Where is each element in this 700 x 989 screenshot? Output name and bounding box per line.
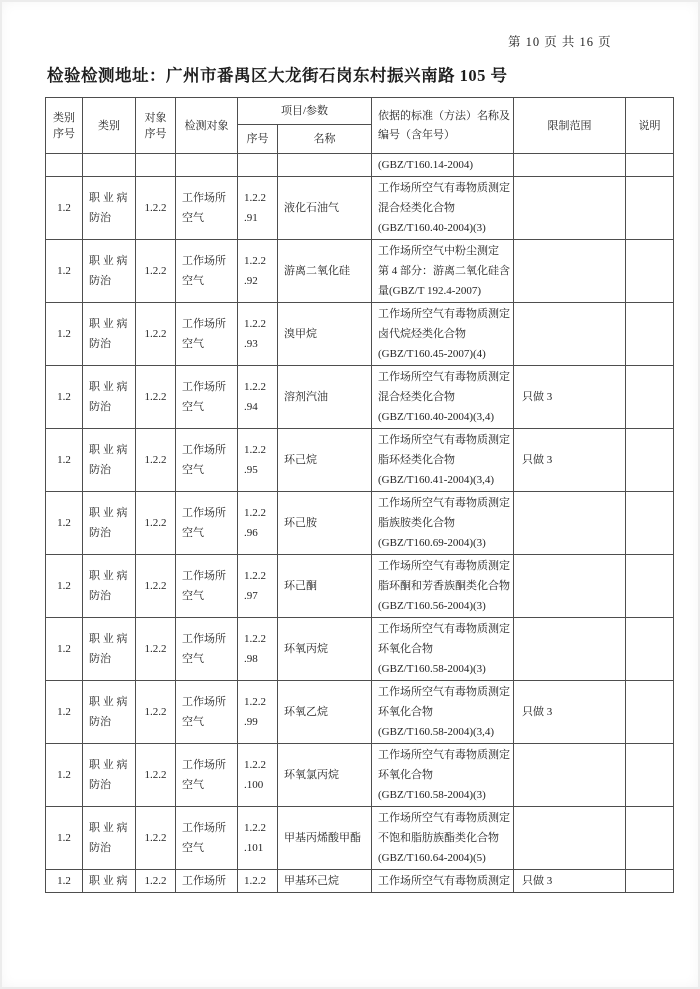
cell-standard: 工作场所空气有毒物质测定 不饱和脂肪族酯类化合物 (GBZ/T160.64-2004)(5) [372, 807, 514, 870]
cell-item-name: 环己烷 [278, 429, 372, 492]
cell-detection-object: 工作场所 空气 [176, 492, 238, 555]
cell-limit-scope [514, 177, 626, 240]
cell-limit-scope: 只做 3 [514, 366, 626, 429]
cell-item-name: 环己胺 [278, 492, 372, 555]
cell-category-no: 1.2 [46, 681, 83, 744]
table-row [46, 681, 674, 744]
col-header-category-no [46, 98, 83, 154]
cell-detection-object: 工作场所 空气 [176, 303, 238, 366]
cell-category-no [46, 154, 83, 177]
cell-detection-object: 工作场所 空气 [176, 240, 238, 303]
col-header-standard [372, 98, 514, 154]
table-row [46, 366, 674, 429]
cell-note [626, 177, 674, 240]
col-header-category-no-line1: 类别 [53, 111, 75, 124]
col-header-category: 类别 [83, 98, 136, 154]
cell-item-no: 1.2.2 .93 [238, 303, 278, 366]
cell-object-no: 1.2.2 [136, 555, 176, 618]
cell-category [83, 154, 136, 177]
table-row [46, 807, 674, 870]
cell-category: 职 业 病 防治 [83, 240, 136, 303]
cell-limit-scope: 只做 3 [514, 429, 626, 492]
cell-standard: 工作场所空气有毒物质测定 环氧化合物 (GBZ/T160.58-2004)(3) [372, 618, 514, 681]
col-header-object-no [136, 98, 176, 154]
cell-category-no: 1.2 [46, 807, 83, 870]
cell-item-name: 溶剂汽油 [278, 366, 372, 429]
cell-object-no: 1.2.2 [136, 618, 176, 681]
cell-limit-scope [514, 240, 626, 303]
cell-limit-scope: 只做 3 [514, 681, 626, 744]
col-header-limit-scope: 限制范围 [514, 98, 626, 154]
page-indicator: 第 10 页 共 16 页 [508, 35, 612, 49]
cell-limit-scope [514, 744, 626, 807]
cell-standard: 工作场所空气有毒物质测定 卤代烷烃类化合物 (GBZ/T160.45-2007)(4) [372, 303, 514, 366]
cell-note [626, 807, 674, 870]
cell-category: 职 业 病 防治 [83, 555, 136, 618]
cell-note [626, 366, 674, 429]
table-row [46, 177, 674, 240]
col-header-object-no-line1: 对象 [144, 111, 167, 124]
cell-category-no: 1.2 [46, 366, 83, 429]
cell-category-no: 1.2 [46, 429, 83, 492]
cell-category-no: 1.2 [46, 492, 83, 555]
cell-limit-scope [514, 807, 626, 870]
cell-category-no: 1.2 [46, 303, 83, 366]
cell-item-name: 环氧氯丙烷 [278, 744, 372, 807]
cell-object-no: 1.2.2 [136, 366, 176, 429]
cell-object-no: 1.2.2 [136, 870, 176, 893]
cell-item-no: 1.2.2 .100 [238, 744, 278, 807]
cell-item-no: 1.2.2 .91 [238, 177, 278, 240]
cell-category: 职 业 病 防治 [83, 618, 136, 681]
cell-object-no: 1.2.2 [136, 681, 176, 744]
cell-item-name [278, 154, 372, 177]
table-row [46, 555, 674, 618]
cell-standard: 工作场所空气有毒物质测定 混合烃类化合物 (GBZ/T160.40-2004)(3) [372, 177, 514, 240]
cell-note [626, 870, 674, 893]
cell-detection-object: 工作场所 空气 [176, 744, 238, 807]
cell-category-no: 1.2 [46, 618, 83, 681]
col-header-item-param-group: 项目/参数 [238, 98, 372, 125]
col-header-item-name: 名称 [278, 125, 372, 154]
cell-detection-object: 工作场所 空气 [176, 807, 238, 870]
table-row [46, 303, 674, 366]
cell-object-no [136, 154, 176, 177]
col-header-note: 说明 [626, 98, 674, 154]
inspection-items-table [45, 97, 674, 893]
cell-category: 职 业 病 防治 [83, 366, 136, 429]
table-row [46, 240, 674, 303]
cell-detection-object: 工作场所 空气 [176, 177, 238, 240]
cell-item-no: 1.2.2 .96 [238, 492, 278, 555]
cell-category: 职 业 病 防治 [83, 177, 136, 240]
cell-category: 职 业 病 [83, 870, 136, 893]
cell-standard: 工作场所空气中粉尘测定 第 4 部分：游离二氧化硅含 量(GBZ/T 192.4-2007) [372, 240, 514, 303]
cell-category-no: 1.2 [46, 870, 83, 893]
col-header-detection-object: 检测对象 [176, 98, 238, 154]
cell-limit-scope: 只做 3 [514, 870, 626, 893]
cell-note [626, 681, 674, 744]
cell-category: 职 业 病 防治 [83, 492, 136, 555]
cell-note [626, 744, 674, 807]
cell-item-no: 1.2.2 .95 [238, 429, 278, 492]
cell-object-no: 1.2.2 [136, 492, 176, 555]
cell-item-no: 1.2.2 .98 [238, 618, 278, 681]
cell-category: 职 业 病 防治 [83, 807, 136, 870]
table-body [46, 154, 674, 893]
cell-item-name: 游离二氧化硅 [278, 240, 372, 303]
cell-detection-object: 工作场所 空气 [176, 681, 238, 744]
cell-limit-scope [514, 555, 626, 618]
table-row [46, 618, 674, 681]
cell-standard: (GBZ/T160.14-2004) [372, 154, 514, 177]
cell-category: 职 业 病 防治 [83, 681, 136, 744]
cell-item-no: 1.2.2 .97 [238, 555, 278, 618]
cell-detection-object [176, 154, 238, 177]
cell-limit-scope [514, 492, 626, 555]
cell-detection-object: 工作场所 空气 [176, 429, 238, 492]
cell-item-no: 1.2.2 .92 [238, 240, 278, 303]
col-header-category-no-line2: 序号 [53, 127, 75, 140]
cell-limit-scope [514, 303, 626, 366]
col-header-item-no: 序号 [238, 125, 278, 154]
cell-detection-object: 工作场所 空气 [176, 555, 238, 618]
cell-object-no: 1.2.2 [136, 429, 176, 492]
cell-detection-object: 工作场所 空气 [176, 618, 238, 681]
table-row [46, 744, 674, 807]
cell-standard: 工作场所空气有毒物质测定 脂环烃类化合物 (GBZ/T160.41-2004)(3,4) [372, 429, 514, 492]
cell-item-name: 液化石油气 [278, 177, 372, 240]
cell-category-no: 1.2 [46, 744, 83, 807]
cell-detection-object: 工作场所 [176, 870, 238, 893]
cell-note [626, 240, 674, 303]
cell-item-name: 环氧乙烷 [278, 681, 372, 744]
cell-category: 职 业 病 防治 [83, 303, 136, 366]
cell-standard: 工作场所空气有毒物质测定 环氧化合物 (GBZ/T160.58-2004)(3,4) [372, 681, 514, 744]
cell-note [626, 154, 674, 177]
cell-object-no: 1.2.2 [136, 240, 176, 303]
cell-note [626, 618, 674, 681]
cell-object-no: 1.2.2 [136, 807, 176, 870]
cell-standard: 工作场所空气有毒物质测定 [372, 870, 514, 893]
cell-category-no: 1.2 [46, 240, 83, 303]
cell-standard: 工作场所空气有毒物质测定 环氧化合物 (GBZ/T160.58-2004)(3) [372, 744, 514, 807]
cell-item-name: 环氧丙烷 [278, 618, 372, 681]
cell-item-name: 甲基环己烷 [278, 870, 372, 893]
cell-item-name: 甲基丙烯酸甲酯 [278, 807, 372, 870]
cell-item-name: 环己酮 [278, 555, 372, 618]
table-row [46, 492, 674, 555]
table-row [46, 429, 674, 492]
cell-note [626, 429, 674, 492]
cell-category: 职 业 病 防治 [83, 429, 136, 492]
cell-item-name: 溴甲烷 [278, 303, 372, 366]
cell-item-no: 1.2.2 .101 [238, 807, 278, 870]
cell-note [626, 303, 674, 366]
table-header [46, 98, 674, 154]
cell-standard: 工作场所空气有毒物质测定 脂族胺类化合物 (GBZ/T160.69-2004)(3) [372, 492, 514, 555]
cell-object-no: 1.2.2 [136, 744, 176, 807]
cell-item-no: 1.2.2 .99 [238, 681, 278, 744]
cell-object-no: 1.2.2 [136, 303, 176, 366]
cell-standard: 工作场所空气有毒物质测定 脂环酮和芳香族酮类化合物 (GBZ/T160.56-2004)(3) [372, 555, 514, 618]
cell-category-no: 1.2 [46, 555, 83, 618]
cell-item-no: 1.2.2 .94 [238, 366, 278, 429]
cell-limit-scope [514, 618, 626, 681]
cell-object-no: 1.2.2 [136, 177, 176, 240]
cell-category: 职 业 病 防治 [83, 744, 136, 807]
cell-detection-object: 工作场所 空气 [176, 366, 238, 429]
table-row [46, 154, 674, 177]
inspection-address-title: 检验检测地址：广州市番禺区大龙街石岗东村振兴南路 105 号 [47, 66, 508, 85]
cell-limit-scope [514, 154, 626, 177]
col-header-standard-line1: 依据的标准（方法）名称及 [378, 109, 510, 122]
cell-item-no: 1.2.2 [238, 870, 278, 893]
cell-standard: 工作场所空气有毒物质测定 混合烃类化合物 (GBZ/T160.40-2004)(3,4) [372, 366, 514, 429]
col-header-standard-line2: 编号（含年号） [378, 128, 455, 141]
cell-note [626, 492, 674, 555]
cell-note [626, 555, 674, 618]
cell-item-no [238, 154, 278, 177]
col-header-object-no-line2: 序号 [144, 127, 167, 140]
table-row [46, 870, 674, 893]
cell-category-no: 1.2 [46, 177, 83, 240]
